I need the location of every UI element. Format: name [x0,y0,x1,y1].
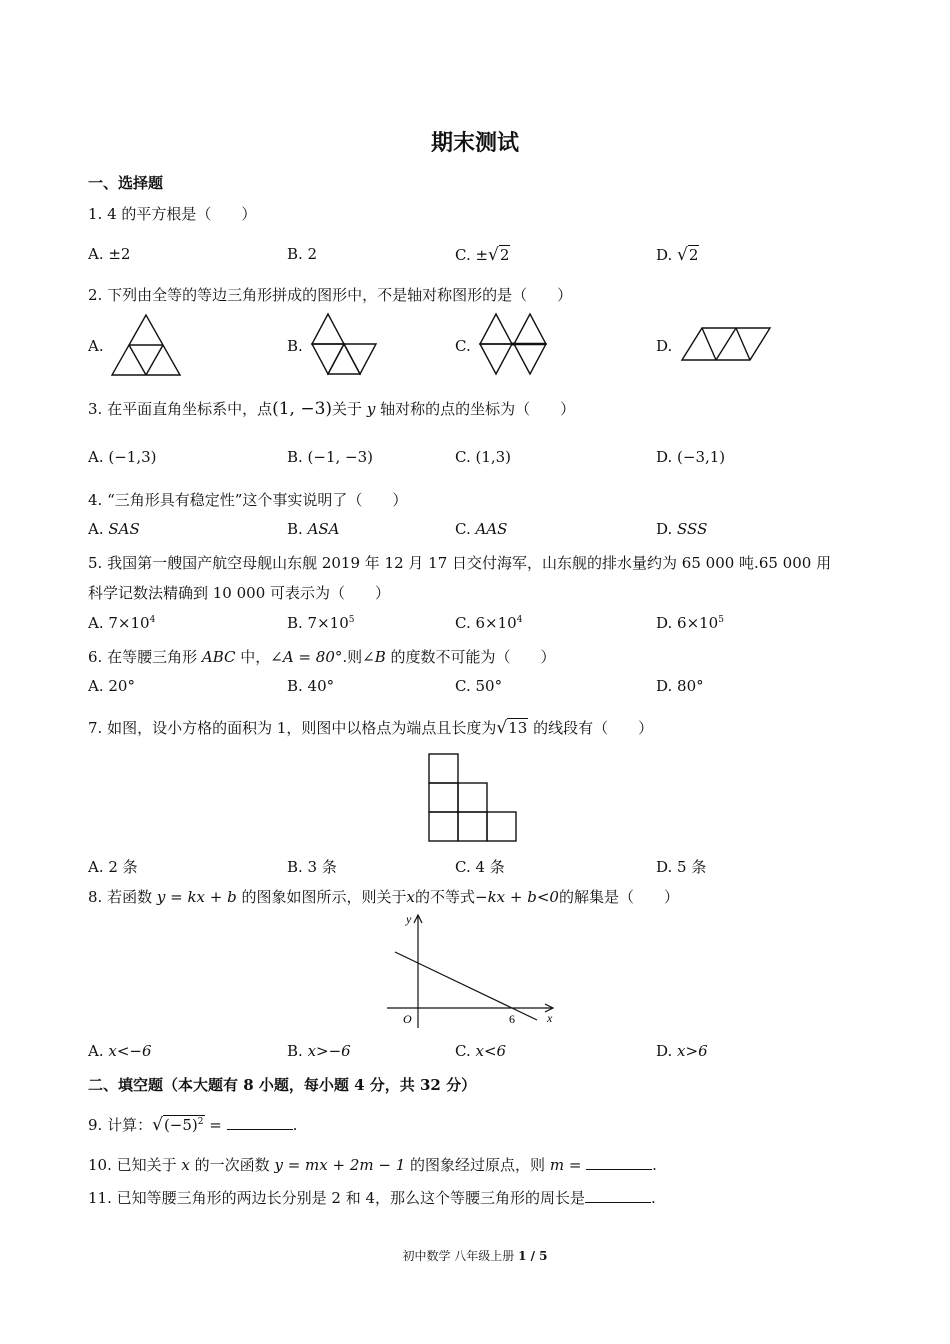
q3-option-b: B. (−1, −3) [287,448,374,466]
q2-option-c: C. [455,337,471,355]
q8-graph-origin: O [403,1012,412,1026]
q6-option-b: B. 40° [287,677,335,695]
q8-option-a: A. x<−6 [88,1042,152,1060]
q4-option-b: B. ASA [287,520,340,538]
q3-option-d: D. (−3,1) [656,448,726,466]
q2-option-a: A. [88,337,104,355]
q5-option-c: C. $6\times 10^4$ [455,614,523,632]
q6-option-d: D. 80° [656,677,704,695]
q1-stem: 1. 4 的平方根是（ ） [88,205,257,223]
q11-stem: 11. 已知等腰三角形的两边长分别是 2 和 4，那么这个等腰三角形的周长是 . [88,1189,656,1207]
q7-option-d: D. 5 条 [656,858,707,876]
q2-figure-d [680,326,776,364]
q5-stem-line2: 科学记数法精确到 10 000 可表示为（ ） [88,584,391,602]
q5-stem-line1: 5. 我国第一艘国产航空母舰山东舰 2019 年 12 月 17 日交付海军，山东舰的排水量约为 65 000 吨.65 000 用 [88,554,832,572]
q4-stem: 4. “三角形具有稳定性”这个事实说明了（ ） [88,491,408,509]
q6-stem: 6. 在等腰三角形 ABC 中，∠A = 80°.则∠B 的度数不可能为（ ） [88,648,556,666]
q1-option-c: C. ±√2 [455,245,510,265]
page-title: 期末测试 [430,130,519,156]
q8-graph [385,910,560,1030]
q11-answer-blank[interactable] [585,1188,651,1203]
q3-option-a: A. (−1,3) [88,448,157,466]
q8-option-d: D. x>6 [656,1042,708,1060]
q3-option-c: C. (1,3) [455,448,512,466]
q10-stem: 10. 已知关于 x 的一次函数 y = mx + 2m − 1 的图象经过原点，则 m = . [88,1156,657,1174]
q5-option-b: B. $7\times 10^5$ [287,614,355,632]
q8-option-c: C. x<6 [455,1042,507,1060]
q7-option-a: A. 2 条 [88,858,138,876]
q5-option-a: A. $7\times 10^4$ [88,614,156,632]
section-choice: 一、选择题 [88,174,164,192]
q8-option-b: B. x>−6 [287,1042,351,1060]
q5-option-d: D. $6\times 10^5$ [656,614,724,632]
q8-stem: 8. 若函数 y = kx + b 的图象如图所示，则关于x的不等式−kx + b<0的解集是（ ） [88,888,679,906]
q9-stem: 9. 计算：$√(-5)^2$ = . [88,1115,298,1135]
q7-option-b: B. 3 条 [287,858,337,876]
q8-graph-y-label: y [406,912,412,926]
q8-graph-tick-6: 6 [509,1012,515,1026]
q10-answer-blank[interactable] [586,1155,652,1170]
q4-option-a: A. SAS [88,520,140,538]
q2-figure-a [110,313,186,377]
page-footer: 初中数学 八年级上册 1 / 5 [402,1249,548,1263]
q8-graph-x-label: x [547,1011,553,1025]
q1-option-d: D. √2 [656,245,699,265]
q7-stem: 7. 如图，设小方格的面积为 1，则图中以格点为端点且长度为√13 的线段有（ ） [88,718,654,738]
q2-stem: 2. 下列由全等的等边三角形拼成的图形中，不是轴对称图形的是（ ） [88,286,573,304]
q2-figure-c [478,312,554,378]
q3-stem: 3. 在平面直角坐标系中，点(1, −3)关于 y 轴对称的点的坐标为（ ） [88,399,576,419]
q1-option-a: A. ±2 [88,245,131,263]
q1-option-b: B. 2 [287,245,318,263]
q7-grid-figure [428,753,520,843]
q8-graph-line [395,952,537,1020]
q2-figure-b [310,312,386,376]
q7-option-c: C. 4 条 [455,858,505,876]
q2-option-d: D. [656,337,673,355]
q9-answer-blank[interactable] [227,1115,293,1130]
q4-option-c: C. AAS [455,520,508,538]
q2-option-b: B. [287,337,303,355]
q6-option-a: A. 20° [88,677,135,695]
q6-option-c: C. 50° [455,677,503,695]
section-fill-in: 二、填空题（本大题有 8 小题，每小题 4 分，共 32 分） [88,1076,477,1094]
q4-option-d: D. SSS [656,520,708,538]
